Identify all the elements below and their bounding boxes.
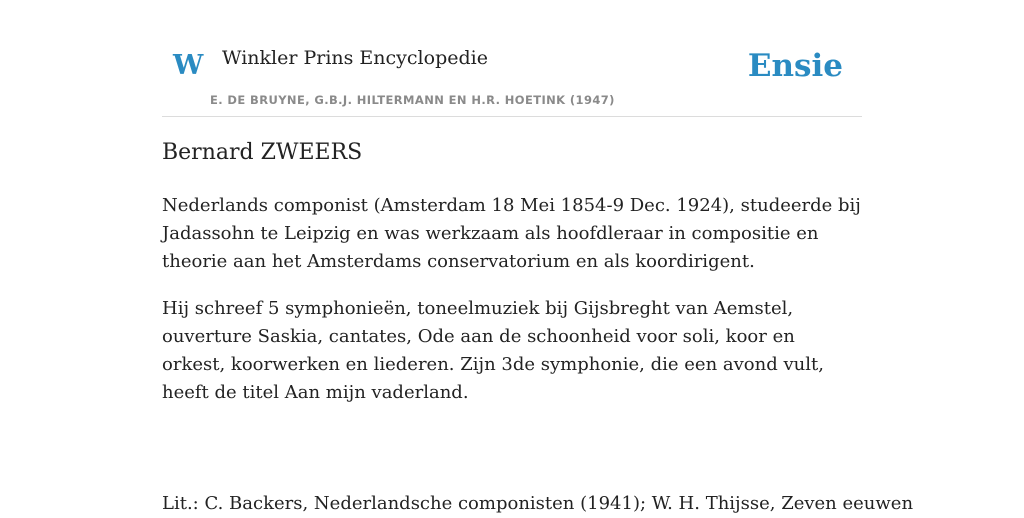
brand-logo[interactable]: Ensie [747,48,843,84]
article-paragraph: Hij schreef 5 symphonieën, toneelmuziek bij Gijsbreght van Aemstel, ouverture Saskia, cantates, Ode aan de schoonheid voor soli, koor en orkest, koorwerken en liederen. Zijn 3de symphonie, die een avond vult, heeft de titel Aan mijn vaderland. [162,298,824,403]
source-header [162,0,862,117]
article-title: Bernard ZWEERS [162,140,363,165]
literature-reference: Lit.: C. Backers, Nederlandsche componisten (1941); W. H. Thijsse, Zeven eeuwen [162,493,914,514]
article-paragraph: Nederlands componist (Amsterdam 18 Mei 1854-9 Dec. 1924), studeerde bij Jadassohn te Leipzig en was werkzaam als hoofdleraar in compositie en theorie aan het Amsterdams conservatorium en als koordirigent. [162,195,861,272]
source-authors: E. DE BRUYNE, G.B.J. HILTERMANN EN H.R. HOETINK (1947) [210,93,615,107]
source-logo[interactable]: W [173,50,204,81]
source-title[interactable]: Winkler Prins Encyclopedie [222,47,488,69]
article-page [162,0,914,514]
